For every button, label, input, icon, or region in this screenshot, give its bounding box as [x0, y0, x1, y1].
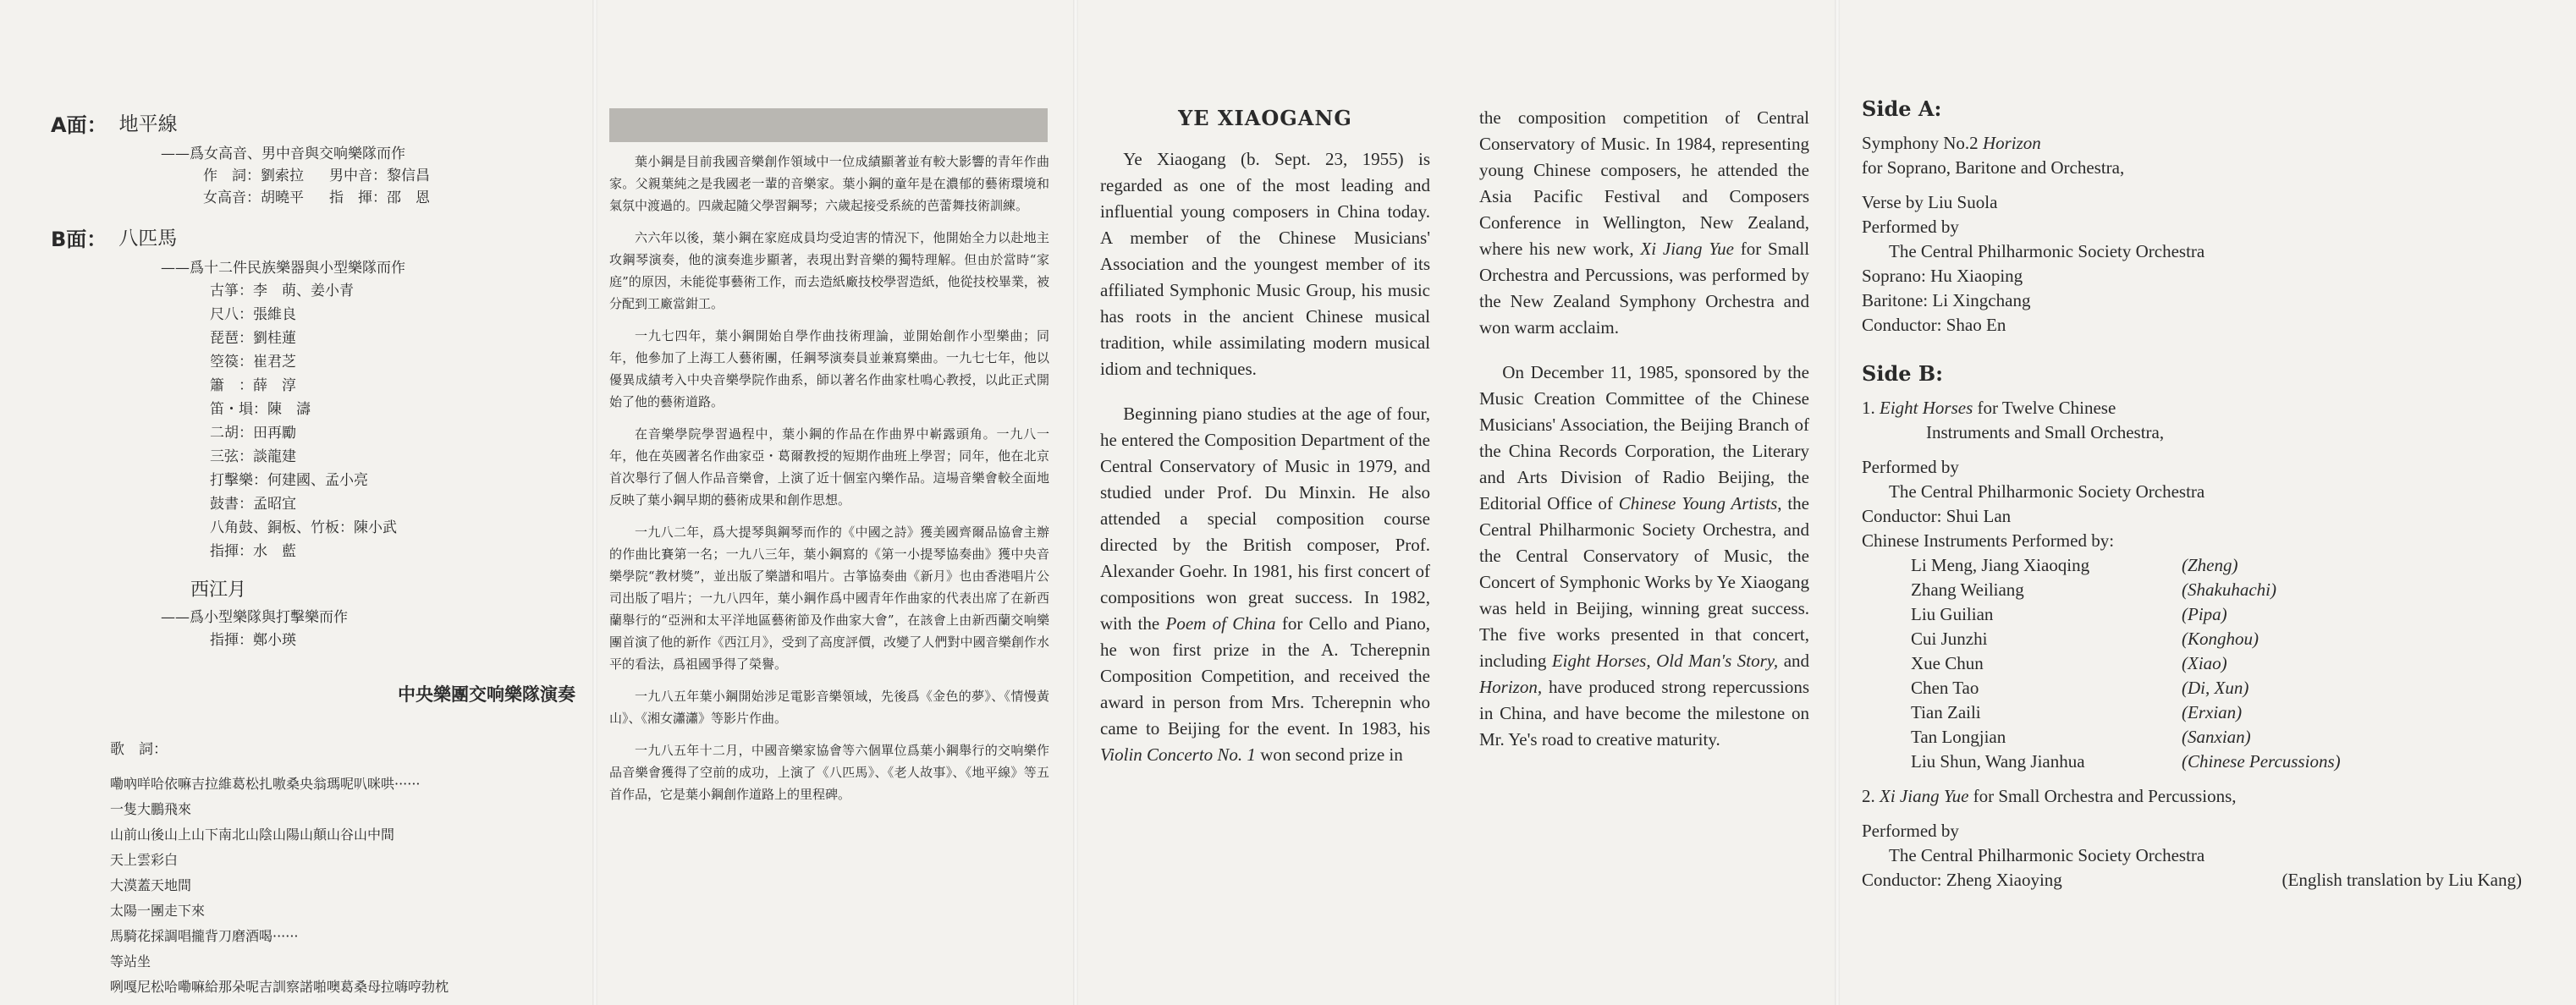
performer-name: Li Meng, Jiang Xiaoqing: [1911, 555, 2090, 575]
ensemble-name: 中央樂團交响樂隊演奏: [398, 684, 575, 705]
credit: 指 揮：邵 恩: [329, 189, 430, 206]
bio-text: for Small Orchestra and Percussions, was performed by the New Zealand Symphony Orchestra and won warm acclaim.: [1479, 239, 1809, 338]
chinese-bio-panel: [609, 0, 1049, 1005]
work2-conductor: 指揮：鄭小瑛: [210, 632, 296, 649]
work-title: Poem of China: [1165, 613, 1276, 634]
instrument-credit: 簫 ：薛 淳: [210, 377, 296, 394]
work-title: Eight Horses, Old Man's Story,: [1551, 651, 1779, 671]
work-title: Horizon: [1982, 133, 2041, 153]
side-a-heading-en: Side A:: [1862, 96, 1942, 121]
performer-name: Tian Zaili: [1911, 702, 1981, 722]
bio-text: Beginning piano studies at the age of four, he entered the Composition Department of the Central Conservatory of Music in 1979, and studied under Prof. Du Minxin. He also attended a special composition course directed by the British composer, Prof. Alexander Goehr. In 1981, his first concert of compositions won great success. In 1982, with the: [1100, 404, 1430, 634]
track-number: 2.: [1862, 786, 1875, 806]
performer-name: Zhang Weiliang: [1911, 579, 2024, 600]
header-bar: [609, 108, 1048, 142]
side-a-desc: ——爲女高音、男中音與交响樂隊而作: [161, 146, 405, 162]
chinese-tracklist-panel: [51, 0, 575, 1005]
work-prefix: Symphony No.2: [1862, 133, 1979, 153]
credit: 女高音：胡曉平: [203, 189, 304, 206]
work-title: Xi Jiang Yue: [1880, 786, 1969, 806]
side-b-desc: ——爲十二件民族樂器與小型樂隊而作: [161, 260, 405, 277]
side-a-title: 地平線: [118, 113, 178, 135]
bio-paragraph: 一九八五年十二月，中國音樂家協會等六個單位爲葉小鋼舉行的交响樂作品音樂會獲得了空前的成功，上演了《八匹馬》、《老人故事》、《地平線》等五首作品，它是葉小鋼創作道路上的里程碑。: [609, 743, 1049, 802]
performer-instrument: (Shakuhachi): [2182, 579, 2276, 600]
lyrics: [110, 772, 575, 1000]
instrument-credit: 古箏：李 萌、姜小青: [210, 283, 354, 299]
instrument-credit: 尺八：張維良: [210, 306, 296, 323]
side-b-heading-en: Side B:: [1862, 361, 1943, 386]
track-number: 1.: [1862, 398, 1875, 418]
instrument-credit: 指揮：水 藍: [210, 543, 296, 560]
work2-title: 西江月: [190, 579, 247, 601]
soprano: Soprano: Hu Xiaoping: [1862, 266, 2023, 286]
performer-list: [1862, 553, 2556, 774]
lyric-line: 山前山後山上山下南北山陰山陽山顛山谷山中間: [110, 827, 395, 843]
bio-text: for Cello and Piano, he won first prize in the A. Tcherepnin Composition Competition, and received the award in person from Mrs. Tcherepnin who came to Beijing for the event. In 1983, his: [1100, 613, 1430, 739]
side-b-label: B面：: [51, 228, 107, 251]
performer-name: Xue Chun: [1911, 653, 1984, 673]
conductor-row: [1862, 868, 2556, 892]
instrument-credit: 三弦：談龍建: [210, 448, 296, 465]
performer-instrument: (Zheng): [2182, 555, 2238, 575]
work-for: for Twelve Chinese: [1977, 398, 2116, 418]
performer-row: [1862, 750, 2556, 774]
bio-paragraph: [1479, 105, 1809, 341]
bio-paragraph: [1479, 360, 1809, 753]
lyrics-title: 歌 詞：: [110, 741, 168, 758]
performer-row: [1862, 700, 2556, 725]
side-a-work: [1862, 131, 2556, 156]
bio-text: won second prize in: [1260, 744, 1403, 765]
lyric-line: 太陽一團走下來: [110, 903, 206, 919]
instrument-credit: 八角鼓、銅板、竹板：陳小武: [210, 519, 397, 536]
work-title: Chinese Young Artists: [1618, 493, 1778, 513]
english-bio-col2: [1479, 0, 1809, 1005]
side-a-verse: Verse by Liu Suola: [1862, 192, 1998, 212]
conductor: Conductor: Zheng Xiaoying: [1862, 870, 2062, 890]
conductor: Conductor: Shao En: [1862, 315, 2006, 335]
work-title: Eight Horses: [1880, 398, 1973, 418]
lyric-line: 一隻大鵬飛來: [110, 801, 192, 817]
work-for: for Small Orchestra and Percussions,: [1973, 786, 2237, 806]
instrument-credit: 笛・塤：陳 濤: [210, 401, 311, 418]
performer-name: Liu Shun, Wang Jianhua: [1911, 751, 2085, 772]
credit: 作 詞：劉索拉: [203, 168, 304, 184]
performer-name: Tan Longjian: [1911, 727, 2006, 747]
performer-row: [1862, 627, 2556, 651]
instrument-credit: 琵琶：劉桂蓮: [210, 330, 296, 347]
lyric-line: 咧嘎尼松哈嘞嘛給那朵呢吉訓察諾啪噢葛桑母拉嗨哼勃枕: [110, 979, 449, 995]
lyric-line: 大漠蓋天地間: [110, 877, 192, 893]
conductor: Conductor: Shui Lan: [1862, 506, 2012, 526]
instrument-list: [210, 279, 575, 563]
bio-title: YE XIAOGANG: [1178, 106, 1352, 130]
side-b-title: 八匹馬: [118, 228, 178, 250]
performer-instrument: (Pipa): [2182, 604, 2227, 624]
performer-row: [1862, 578, 2556, 602]
fold-line: [1835, 0, 1840, 1005]
side-b-work2: [1862, 784, 2556, 809]
bio-text: and: [1783, 651, 1809, 671]
bio-text: the composition competition of Central Conservatory of Music. In 1984, representing young Chinese composers, he attended the Asia Pacific Festival and Composers Conference in Wellington, New Zealand, where his new work,: [1479, 107, 1809, 259]
side-a-heading: [51, 108, 575, 138]
work-title: Horizon,: [1479, 677, 1543, 697]
performed-by: Performed by: [1862, 821, 1959, 841]
bio-paragraph: 六六年以後，葉小鋼在家庭成員均受迫害的情況下，他開始全力以赴地主攻鋼琴演奏，他的演奏進步顯著，表現出對音樂的獨特理解。但由於當時“家庭”的原因，未能從事藝術工作，而去造紙廠技校學習造紙，他從技校畢業，被分配到工廠當鉗工。: [609, 230, 1049, 311]
performer-instrument: (Konghou): [2182, 629, 2259, 649]
performer-row: [1862, 602, 2556, 627]
bio-paragraph: 一九八二年，爲大提琴與鋼琴而作的《中國之詩》獲美國齊爾品協會主辦的作曲比賽第一名；一九八三年，葉小鋼寫的《第一小提琴協奏曲》獲中央音樂學院“教材獎”，並出版了樂譜和唱片。古箏協奏曲《新月》也由香港唱片公司出版了唱片；一九八四年，葉小鋼作爲中國青年作曲家的代表出席了在新西蘭舉行的“亞洲和太平洋地區藝術節及作曲家大會”，在該會上由新西蘭交响樂團首演了他的新作《西江月》，受到了高度評價，改變了人們對中國音樂創作水平的看法，爲祖國爭得了榮譽。: [609, 524, 1049, 672]
bio-paragraph: 一九八五年葉小鋼開始涉足電影音樂領域，先後爲《金色的夢》、《情慢黃山》、《湘女瀟瀟》等影片作曲。: [609, 689, 1049, 726]
performed-by: Performed by: [1862, 217, 1959, 237]
credit: 男中音：黎信昌: [329, 168, 430, 184]
instrument-credit: 二胡：田再勵: [210, 425, 296, 442]
fold-line: [1073, 0, 1078, 1005]
side-a-label: A面：: [51, 113, 107, 137]
bio-paragraph: 葉小鋼是目前我國音樂創作領域中一位成績顯著並有較大影響的青年作曲家。父親葉純之是我國老一輩的音樂家。葉小鋼的童年是在濃郁的藝術環境和氣氛中渡過的。四歲起隨父學習鋼琴；六歲起接受系統的芭蕾舞技術訓練。: [609, 154, 1049, 213]
lyric-line: 嘞吶咩哈依嘛吉拉維葛松扎嗷桑央翁瑪呢叭咪哄······: [110, 776, 421, 792]
performer-row: [1862, 553, 2556, 578]
instruments-heading: Chinese Instruments Performed by:: [1862, 530, 2115, 551]
instrument-credit: 打擊樂：何建國、孟小亮: [210, 472, 368, 489]
orchestra: The Central Philharmonic Society Orchestra: [1889, 241, 2205, 261]
performer-instrument: (Xiao): [2182, 653, 2227, 673]
side-b-heading: [51, 222, 575, 252]
work2-desc: ——爲小型樂隊與打擊樂而作: [161, 609, 348, 626]
work-for: Instruments and Small Orchestra,: [1926, 422, 2165, 442]
work-title: Xi Jiang Yue: [1640, 239, 1734, 259]
performer-instrument: (Erxian): [2182, 702, 2243, 722]
performer-row: [1862, 651, 2556, 676]
performer-row: [1862, 676, 2556, 700]
baritone: Baritone: Li Xingchang: [1862, 290, 2031, 310]
performer-instrument: (Sanxian): [2182, 727, 2251, 747]
lyric-line: 等站坐: [110, 953, 151, 969]
fold-line: [592, 0, 597, 1005]
side-a-for: for Soprano, Baritone and Orchestra,: [1862, 157, 2125, 178]
english-bio-col1: [1100, 0, 1430, 1005]
chinese-bio-text: [609, 151, 1049, 805]
performer-row: [1862, 725, 2556, 750]
bio-paragraph: Ye Xiaogang (b. Sept. 23, 1955) is regarded as one of the most leading and influential young composers in China today. A member of the Chinese Musicians' Association and the youngest member of its affiliated Symphonic Music Group, his music has roots in the ancient Chinese musical tradition, while assimilating modern musical idiom and techniques.: [1100, 149, 1430, 379]
bio-text: have produced strong repercussions in China, and have become the milestone on Mr. Ye's road to creative maturity.: [1479, 677, 1809, 750]
performer-instrument: (Chinese Percussions): [2182, 751, 2341, 772]
bio-text: , the Central Philharmonic Society Orchestra, and the Central Conservatory of Music, the Concert of Symphonic Works by Ye Xiaogang was held in Beijing, winning great success. The five works presented in that concert, including: [1479, 493, 1809, 671]
bio-text: On December 11, 1985, sponsored by the Music Creation Committee of the Chinese Musicians' Association, the Beijing Branch of the China Records Corporation, the Literary and Arts Division of Radio Beijing, the Editorial Office of: [1479, 362, 1809, 513]
bio-paragraph: 在音樂學院學習過程中，葉小鋼的作品在作曲界中嶄露頭角。一九八一年，他在英國著名作曲家亞・葛爾教授的短期作曲班上學習；同年，他在北京首次舉行了個人作品音樂會，上演了近十個室內樂作品。這場音樂會較全面地反映了葉小鋼早期的藝術成果和創作思想。: [609, 426, 1049, 508]
performer-instrument: (Di, Xun): [2182, 678, 2249, 698]
performer-name: Chen Tao: [1911, 678, 1979, 698]
bio-paragraph: 一九七四年，葉小鋼開始自學作曲技術理論，並開始創作小型樂曲；同年，他參加了上海工人藝術團，任鋼琴演奏員並兼寫樂曲。一九七七年，他以優異成績考入中央音樂學院作曲系，師以著名作曲家杜鳴心教授，以此正式開始了他的藝術道路。: [609, 328, 1049, 409]
instrument-credit: 箜篌：崔君芝: [210, 354, 296, 371]
lyric-line: 天上雲彩白: [110, 852, 179, 868]
lyric-line: 馬騎花採調唱攏背刀磨酒喝······: [110, 928, 299, 944]
orchestra: The Central Philharmonic Society Orchestra: [1889, 481, 2205, 502]
performer-name: Cui Junzhi: [1911, 629, 1988, 649]
work-title: Violin Concerto No. 1: [1100, 744, 1256, 765]
performer-name: Liu Guilian: [1911, 604, 1994, 624]
instrument-credit: 鼓書：孟昭宜: [210, 496, 296, 513]
performed-by: Performed by: [1862, 457, 1959, 477]
side-a-credits: [203, 165, 575, 209]
translation-credit: (English translation by Liu Kang): [2282, 870, 2522, 890]
english-tracklist-panel: [1862, 0, 2556, 1005]
bio-paragraph: [1100, 401, 1430, 768]
side-b-work1: [1862, 396, 2556, 420]
orchestra: The Central Philharmonic Society Orchestra: [1889, 845, 2205, 865]
